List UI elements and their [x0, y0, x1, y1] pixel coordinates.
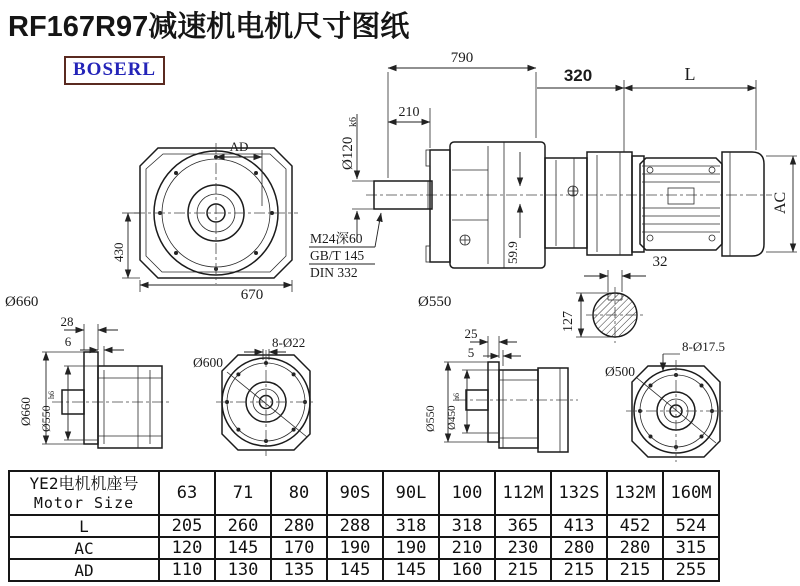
dia-550-tolerance: h6 — [47, 391, 56, 399]
size-cell: 120 — [159, 537, 215, 559]
dim-28-label: 28 — [60, 314, 74, 329]
size-cell: 215 — [607, 559, 663, 581]
gear-stage-2 — [545, 158, 587, 248]
dim-599 — [505, 152, 520, 264]
size-cell: 452 — [607, 515, 663, 537]
gearbox-body — [450, 142, 545, 268]
dia-450-label: Ø450 — [446, 405, 458, 430]
column-header-80: 80 — [271, 471, 327, 515]
dia-600-label: Ø600 — [193, 355, 223, 370]
dim-motor-ac — [766, 156, 797, 252]
column-header-160M: 160M — [663, 471, 719, 515]
dim-ad-label: AD — [229, 139, 249, 154]
dim-790-label: 790 — [450, 50, 474, 66]
table-body — [9, 515, 719, 581]
main-side-view — [309, 50, 797, 280]
dim-motor-length — [624, 64, 756, 150]
size-cell: 255 — [663, 559, 719, 581]
note-thread: M24深60 — [310, 231, 363, 246]
dim-shaft-diameter — [340, 114, 359, 242]
oil-plug-icon — [460, 235, 470, 245]
size-cell: 413 — [551, 515, 607, 537]
dim-6 — [65, 334, 124, 366]
motor-flange-face-view — [605, 339, 726, 462]
dim-32 — [584, 254, 668, 292]
size-cell: 205 — [159, 515, 215, 537]
dim-32-label: 32 — [652, 254, 668, 270]
front-view — [111, 139, 298, 303]
dim-ac-label: AC — [772, 191, 789, 214]
size-cell: 288 — [327, 515, 383, 537]
row-label: AC — [9, 537, 159, 559]
motor — [632, 152, 764, 256]
housing-body — [499, 370, 538, 448]
note-std-din: DIN 332 — [310, 265, 358, 280]
shaft-end-notes — [309, 213, 381, 280]
size-cell: 280 — [271, 515, 327, 537]
dim-5 — [468, 345, 521, 366]
size-cell: 210 — [439, 537, 495, 559]
output-flange-od-label: Ø660 — [5, 294, 39, 310]
dim-210-label: 210 — [398, 105, 420, 120]
motor-flange-side-view — [418, 294, 578, 452]
size-cell: 280 — [551, 537, 607, 559]
size-cell: 145 — [327, 559, 383, 581]
size-cell: 145 — [215, 537, 271, 559]
table-header-motor-size — [9, 471, 159, 515]
size-cell: 280 — [607, 537, 663, 559]
table-header-row — [9, 471, 719, 515]
size-cell: 215 — [551, 559, 607, 581]
dim-670-label: 670 — [240, 287, 264, 303]
fan-cover — [722, 152, 764, 256]
column-header-100: 100 — [439, 471, 495, 515]
size-table — [8, 470, 720, 582]
size-cell: 318 — [439, 515, 495, 537]
size-cell: 135 — [271, 559, 327, 581]
dim-5-label: 5 — [467, 345, 475, 360]
size-cell: 260 — [215, 515, 271, 537]
motor-flange-od-label: Ø550 — [418, 294, 452, 310]
motor-adapter — [587, 152, 632, 255]
dia-500-label: Ø500 — [605, 364, 635, 379]
dim-430 — [111, 213, 140, 278]
column-header-63: 63 — [159, 471, 215, 515]
motor-nameplate — [668, 188, 694, 204]
size-cell: 315 — [663, 537, 719, 559]
flange-plate — [488, 362, 499, 442]
table-row-ad — [9, 559, 719, 581]
row-label: L — [9, 515, 159, 537]
dia-550-label: Ø550 — [39, 405, 53, 432]
column-header-112M: 112M — [495, 471, 551, 515]
dim-320-label: 320 — [563, 66, 593, 85]
holes-8d175-label: 8-Ø17.5 — [682, 339, 725, 354]
size-cell: 110 — [159, 559, 215, 581]
column-header-90L: 90L — [383, 471, 439, 515]
shaft-diameter-label: Ø120 — [340, 136, 356, 170]
output-flange-side-view — [5, 294, 172, 448]
dim-430-label: 430 — [111, 242, 126, 262]
shaft-cross-section — [561, 254, 668, 343]
oil-plug-icon — [568, 186, 578, 196]
column-header-132M: 132M — [607, 471, 663, 515]
brand-logo: BOSERL — [64, 56, 165, 85]
shaft-diameter-tolerance: k6 — [348, 117, 359, 127]
column-header-71: 71 — [215, 471, 271, 515]
bolt-circle-diagonal — [637, 378, 716, 443]
dia-660-label: Ø660 — [18, 397, 33, 426]
size-cell: 145 — [383, 559, 439, 581]
dim-210 — [388, 105, 430, 148]
size-cell: 130 — [215, 559, 271, 581]
size-cell: 318 — [383, 515, 439, 537]
dim-25-label: 25 — [464, 326, 478, 341]
size-cell: 215 — [495, 559, 551, 581]
holes-8d22-label: 8-Ø22 — [272, 335, 306, 350]
dim-127-label: 127 — [561, 311, 576, 332]
dim-l-label: L — [684, 64, 696, 84]
size-cell: 365 — [495, 515, 551, 537]
output-flange — [426, 150, 450, 262]
dim-6-label: 6 — [64, 334, 72, 349]
size-cell: 524 — [663, 515, 719, 537]
column-header-132S: 132S — [551, 471, 607, 515]
header-label-cn: YE2电机机座号 — [29, 474, 139, 493]
size-cell: 190 — [327, 537, 383, 559]
header-label-en: Motor Size — [33, 494, 135, 512]
row-label: AD — [9, 559, 159, 581]
dim-dia-450h6 — [446, 370, 499, 433]
size-cell: 160 — [439, 559, 495, 581]
table-row-ac — [9, 537, 719, 559]
column-header-90S: 90S — [327, 471, 383, 515]
dim-599-label: 59.9 — [505, 241, 520, 264]
adapter-body — [538, 368, 568, 452]
page-title: RF167R97减速机电机尺寸图纸 — [8, 11, 410, 43]
size-cell: 170 — [271, 537, 327, 559]
size-cell: 230 — [495, 537, 551, 559]
output-flange-face-view — [193, 335, 316, 456]
dia-450-tolerance: h6 — [452, 393, 461, 401]
dia-550-label: Ø550 — [423, 405, 437, 432]
table-row-l — [9, 515, 719, 537]
size-cell: 190 — [383, 537, 439, 559]
note-std-gbt: GB/T 145 — [310, 248, 365, 263]
dim-320 — [537, 66, 624, 152]
dim-dia-550h6 — [39, 366, 98, 440]
